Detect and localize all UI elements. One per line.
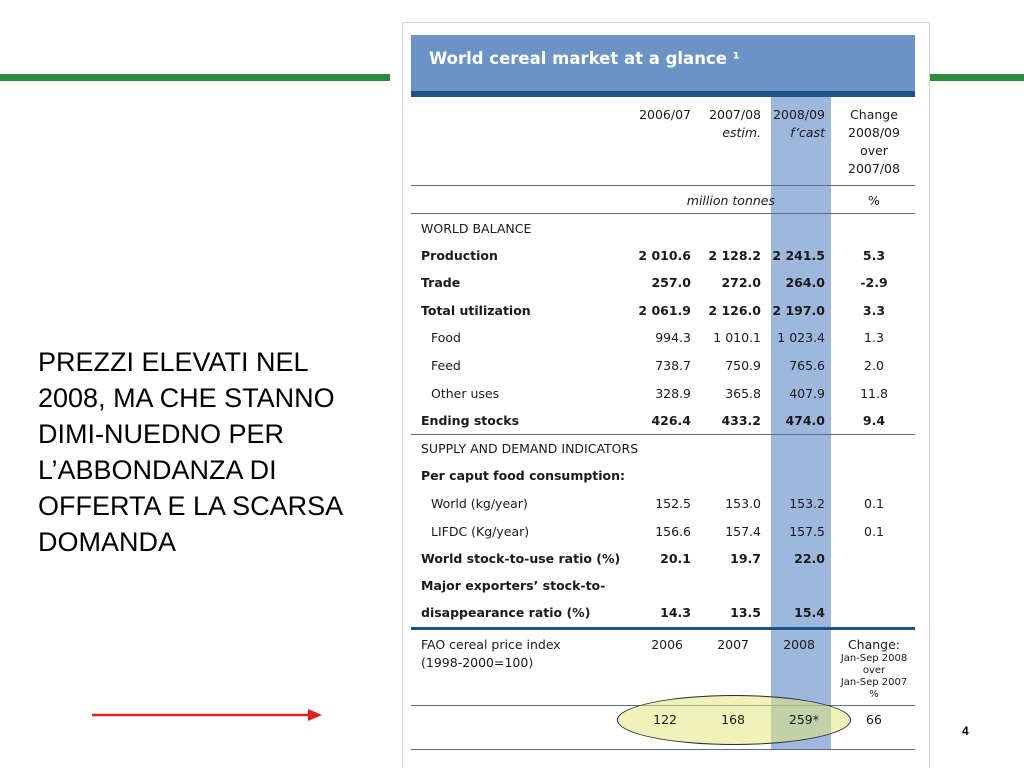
row-value: 257.0 — [651, 275, 691, 290]
header-rule — [411, 91, 915, 97]
table-header-bar — [411, 35, 915, 91]
col-header-2007-08: 2007/08 — [709, 107, 761, 122]
price-index-value: 122 — [653, 712, 677, 727]
indicator-value: 22.0 — [794, 551, 825, 566]
row-label: Ending stocks — [421, 413, 520, 428]
red-arrow — [92, 708, 322, 722]
major-exporters-label-2: disappearance ratio (%) — [421, 605, 591, 620]
per-caput-label: Per caput food consumption: — [421, 468, 626, 483]
indicator-label: LIFDC (Kg/year) — [431, 524, 530, 539]
row-value: 474.0 — [785, 413, 825, 428]
indicator-value: 20.1 — [660, 551, 691, 566]
indicator-value: 153.0 — [725, 496, 761, 511]
row-value: 2 197.0 — [772, 303, 825, 318]
price-change-sub: over — [862, 665, 886, 676]
separator-supply — [411, 434, 915, 435]
table-title: World cereal market at a glance ¹ — [429, 49, 740, 68]
indicator-change: 0.1 — [864, 496, 884, 511]
change-header-1: Change — [850, 107, 898, 122]
indicator-value: 19.7 — [730, 551, 761, 566]
price-index-year: 2008 — [783, 637, 815, 652]
row-label: Feed — [431, 358, 461, 373]
change-header-2: 2008/09 — [848, 125, 900, 140]
row-change: 11.8 — [860, 386, 888, 401]
change-header-4: 2007/08 — [848, 161, 900, 176]
row-change: 2.0 — [864, 358, 884, 373]
col-header-2006-07: 2006/07 — [639, 107, 691, 122]
units-label: million tonnes — [686, 193, 775, 208]
row-value: 1 010.1 — [713, 330, 761, 345]
separator-units-bottom — [411, 213, 915, 214]
price-index-change: 66 — [866, 712, 882, 727]
page-number: 4 — [962, 724, 969, 738]
change-header-3: over — [860, 143, 888, 158]
col-header-2007-08-sub: estim. — [722, 125, 761, 140]
price-index-value: 168 — [721, 712, 745, 727]
row-change: 9.4 — [862, 413, 886, 428]
price-index-value: 259* — [788, 712, 819, 727]
row-change: -2.9 — [860, 275, 888, 290]
indicator-label: World stock-to-use ratio (%) — [421, 551, 621, 566]
row-value: 2 010.6 — [638, 248, 691, 263]
row-value: 738.7 — [655, 358, 691, 373]
top-green-line-left — [0, 74, 390, 81]
row-label: Production — [421, 248, 498, 263]
price-change-sub: Jan-Sep 2007 — [840, 677, 908, 688]
row-value: 2 241.5 — [772, 248, 825, 263]
row-value: 765.6 — [789, 358, 825, 373]
price-change-sub: Jan-Sep 2008 — [840, 653, 908, 664]
slide-main-text: PREZZI ELEVATI NEL 2008, MA CHE STANNO DIMI-NUEDNO PER L’ABBONDANZA DI OFFERTA E LA SCARSA DOMANDA — [38, 347, 342, 557]
indicator-value: 157.5 — [789, 524, 825, 539]
row-value: 994.3 — [655, 330, 691, 345]
major-exporters-label-1: Major exporters’ stock-to- — [421, 578, 606, 593]
row-value: 328.9 — [655, 386, 691, 401]
major-exporters-value: 14.3 — [660, 605, 691, 620]
major-exporters-value: 13.5 — [730, 605, 761, 620]
indicator-value: 157.4 — [725, 524, 761, 539]
row-value: 2 061.9 — [638, 303, 691, 318]
indicator-label: World (kg/year) — [431, 496, 528, 511]
row-value: 433.2 — [721, 413, 761, 428]
row-label: Other uses — [431, 386, 500, 401]
row-value: 2 126.0 — [708, 303, 761, 318]
price-index-label-1: FAO cereal price index — [421, 637, 561, 652]
price-index-year: 2007 — [717, 637, 749, 652]
row-value: 272.0 — [721, 275, 761, 290]
major-exporters-value: 15.4 — [794, 605, 825, 620]
row-value: 264.0 — [785, 275, 825, 290]
section-supply-demand: SUPPLY AND DEMAND INDICATORS — [421, 441, 639, 456]
row-change: 5.3 — [862, 248, 886, 263]
row-value: 1 023.4 — [777, 330, 825, 345]
price-change-sub: % — [869, 689, 879, 700]
row-change: 3.3 — [862, 303, 886, 318]
indicator-value: 152.5 — [655, 496, 691, 511]
top-green-line-right — [930, 74, 1024, 81]
row-change: 1.3 — [864, 330, 884, 345]
indicator-value: 153.2 — [789, 496, 825, 511]
cereal-market-table — [402, 22, 930, 768]
row-value: 407.9 — [789, 386, 825, 401]
section-world-balance: WORLD BALANCE — [421, 221, 532, 236]
indicator-value: 156.6 — [655, 524, 691, 539]
col-header-2008-09: 2008/09 — [773, 107, 825, 122]
row-label: Food — [431, 330, 461, 345]
row-value: 426.4 — [651, 413, 691, 428]
separator-price-index — [411, 627, 915, 630]
indicator-change: 0.1 — [864, 524, 884, 539]
price-change-label: Change: — [847, 637, 901, 652]
price-index-year: 2006 — [651, 637, 683, 652]
row-value: 750.9 — [725, 358, 761, 373]
col-header-2008-09-sub: f’cast — [790, 125, 825, 140]
row-value: 2 128.2 — [708, 248, 761, 263]
row-label: Trade — [421, 275, 461, 290]
separator-bottom — [411, 749, 915, 750]
row-label: Total utilization — [421, 303, 531, 318]
change-unit: % — [868, 193, 880, 208]
separator-units-top — [411, 185, 915, 186]
row-value: 365.8 — [725, 386, 761, 401]
price-index-label-2: (1998-2000=100) — [421, 655, 534, 670]
